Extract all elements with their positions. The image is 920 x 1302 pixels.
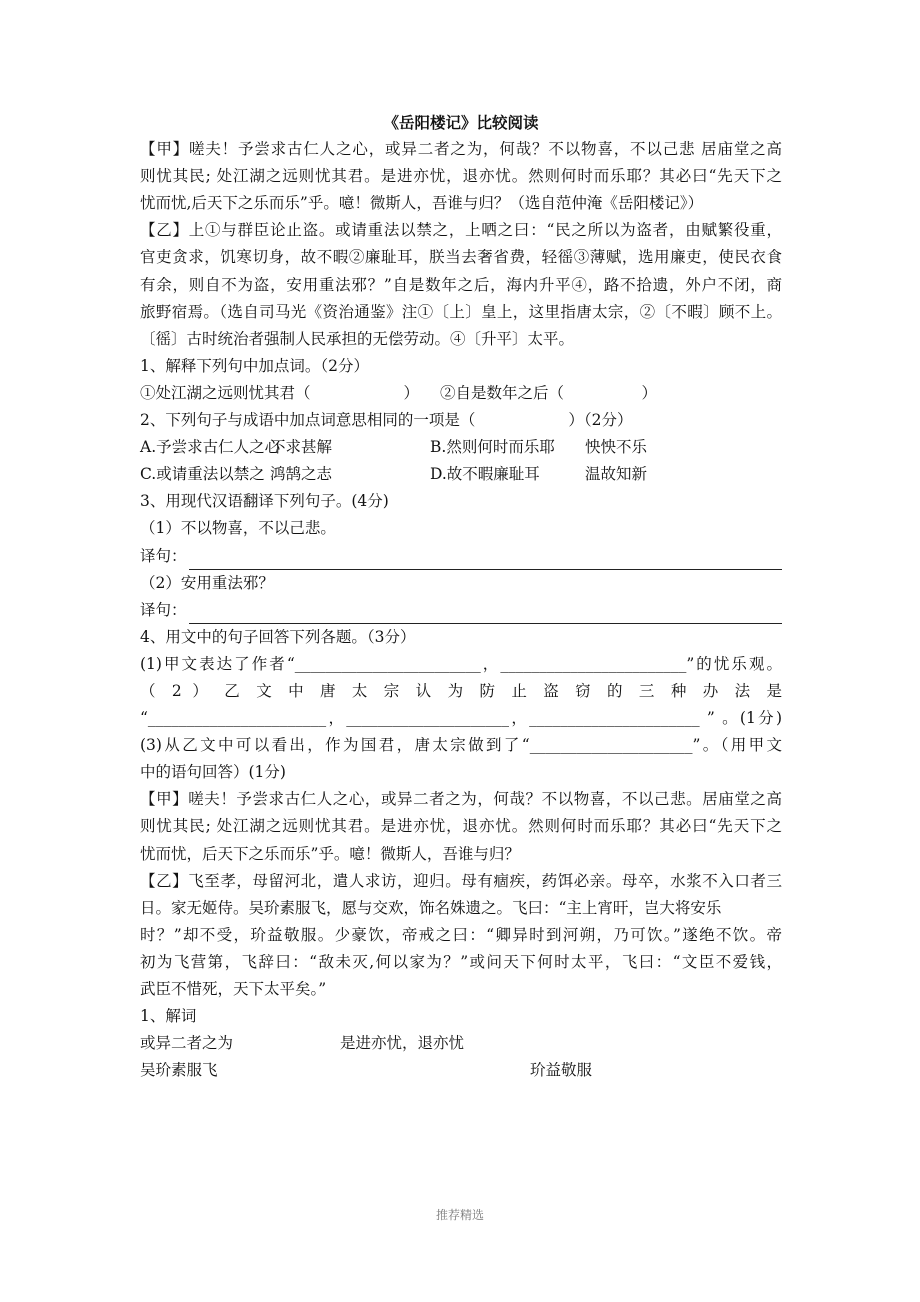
option-item: C.或请重法以禁之	[140, 465, 265, 484]
option-item: 鸿鹄之志	[270, 465, 333, 484]
document-body	[140, 109, 782, 1084]
text-line: 2、下列句子与成语中加点词意思相同的一项是（ ）（2分）	[140, 411, 633, 430]
option-row	[140, 434, 782, 461]
text-line: 时？”却不受，玠益敬服。少豪饮，帝戒之曰：“卿异时到河朔，乃可饮。”遂绝不饮。帝	[140, 925, 782, 944]
text-line: 【乙】上①与群臣论止盗。或请重法以禁之，上哂之曰：“民之所以为盗者，由赋繁役重，	[140, 221, 782, 240]
answer-blank[interactable]	[189, 549, 782, 570]
option-item: 不求甚解	[270, 438, 333, 457]
text-line: 官吏贪求，饥寒切身，故不暇②廉耻耳，朕当去奢省费，轻徭③薄赋，选用廉吏，使民衣食	[140, 248, 782, 267]
text-line: 武臣不惜死，天下太平矣。”	[140, 980, 327, 998]
text-line: 中的语句回答）(1分)	[140, 763, 286, 782]
answer-blank[interactable]	[189, 603, 782, 624]
text-line: （2）安用重法邪？	[140, 573, 274, 592]
text-line: (3)从乙文中可以看出，作为国君，唐太宗做到了“_____________________”。（用甲文	[140, 736, 782, 755]
answer-line	[140, 543, 782, 570]
text-line: 【甲】嗟夫！予尝求古仁人之心，或异二者之为，何哉？不以物喜，不以己悲。居庙堂之高	[140, 790, 782, 809]
option-item: 吴玠素服飞	[140, 1061, 218, 1080]
text-line: 旅野宿焉。（选自司马光《资治通鉴》注①〔上〕皇上，这里指唐太宗，②〔不暇〕顾不上。	[140, 302, 782, 321]
answer-label: 译句：	[140, 546, 187, 565]
option-item: 玠益敬服	[530, 1061, 593, 1080]
option-item: ②自是数年之后（ ）	[440, 383, 658, 402]
option-item: D.故不暇廉耻耳	[430, 465, 540, 484]
text-line: 日。家无姬侍。吴玠素服飞，愿与交欢，饰名姝遗之。飞曰：“主上宵旰，岂大将安乐	[140, 898, 722, 917]
text-line: 1、解词	[140, 1007, 197, 1026]
text-line: 则忧其民; 处江湖之远则忧其君。是进亦忧，退亦忧。然则何时而乐耶？其必曰“先天下之	[140, 817, 782, 836]
option-row	[140, 380, 782, 407]
option-item: ①处江湖之远则忧其君（ ）	[140, 383, 420, 402]
answer-line	[140, 597, 782, 624]
text-line: 3、用现代汉语翻译下列句子。(4分)	[140, 492, 389, 511]
text-line: （1）不以物喜，不以己悲。	[140, 519, 336, 538]
text-line: 初为飞营第，飞辞曰：“敌未灭,何以家为？”或问天下何时太平，飞曰：“文臣不爱钱，	[140, 952, 782, 971]
text-line: 1、解释下列句中加点词。（2分）	[140, 356, 369, 375]
text-line: 有余，则自不为盗，安用重法邪？”自是数年之后，海内升平④，路不拾遗，外户不闭，商	[140, 275, 782, 294]
option-item: A.予尝求古仁人之心	[140, 438, 281, 457]
text-line: （ 2 ） 乙 文 中 唐 太 宗 认 为 防 止 盗 窃 的 三 种 办 法 是	[140, 681, 782, 700]
option-item: 或异二者之为	[140, 1034, 234, 1053]
text-line: 忧而忧，后天下之乐而乐”乎。噫！微斯人，吾谁与归？	[140, 844, 520, 863]
text-line: 【乙】飞至孝，母留河北，遣人求访，迎归。母有痼疾，药饵必亲。母卒，水浆不入口者三	[140, 871, 782, 890]
page-title: 《岳阳楼记》比较阅读	[383, 113, 539, 132]
page-footer: 推荐精选	[435, 1208, 484, 1222]
option-item: 温故知新	[585, 465, 648, 484]
option-item: 是进亦忧，退亦忧	[340, 1034, 465, 1053]
text-line: “_______________________，_____________________，______________________ ” 。(1分)	[140, 709, 782, 728]
text-line: (1)甲文表达了作者“________________________，________________________”的忧乐观。	[140, 654, 782, 673]
option-row	[140, 461, 782, 488]
option-item: 怏怏不乐	[585, 438, 648, 457]
text-line: 则忧其民; 处江湖之远则忧其君。是进亦忧，退亦忧。然则何时而乐耶？其必曰“先天下之	[140, 167, 782, 186]
text-line: 忧而忧,后天下之乐而乐”乎。噫！微斯人，吾谁与归？（选自范仲淹《岳阳楼记》）	[140, 194, 704, 213]
answer-label: 译句：	[140, 600, 187, 619]
text-line: 4、用文中的句子回答下列各题。（3分）	[140, 627, 416, 646]
option-row	[140, 1057, 782, 1084]
option-item: B.然则何时而乐耶	[430, 438, 555, 457]
option-row	[140, 1030, 782, 1057]
text-line: 〔徭〕古时统治者强制人民承担的无偿劳动。④〔升平〕太平。	[140, 329, 575, 348]
text-line: 【甲】嗟夫！予尝求古仁人之心，或异二者之为，何哉？不以物喜，不以己悲 居庙堂之高	[140, 140, 782, 159]
